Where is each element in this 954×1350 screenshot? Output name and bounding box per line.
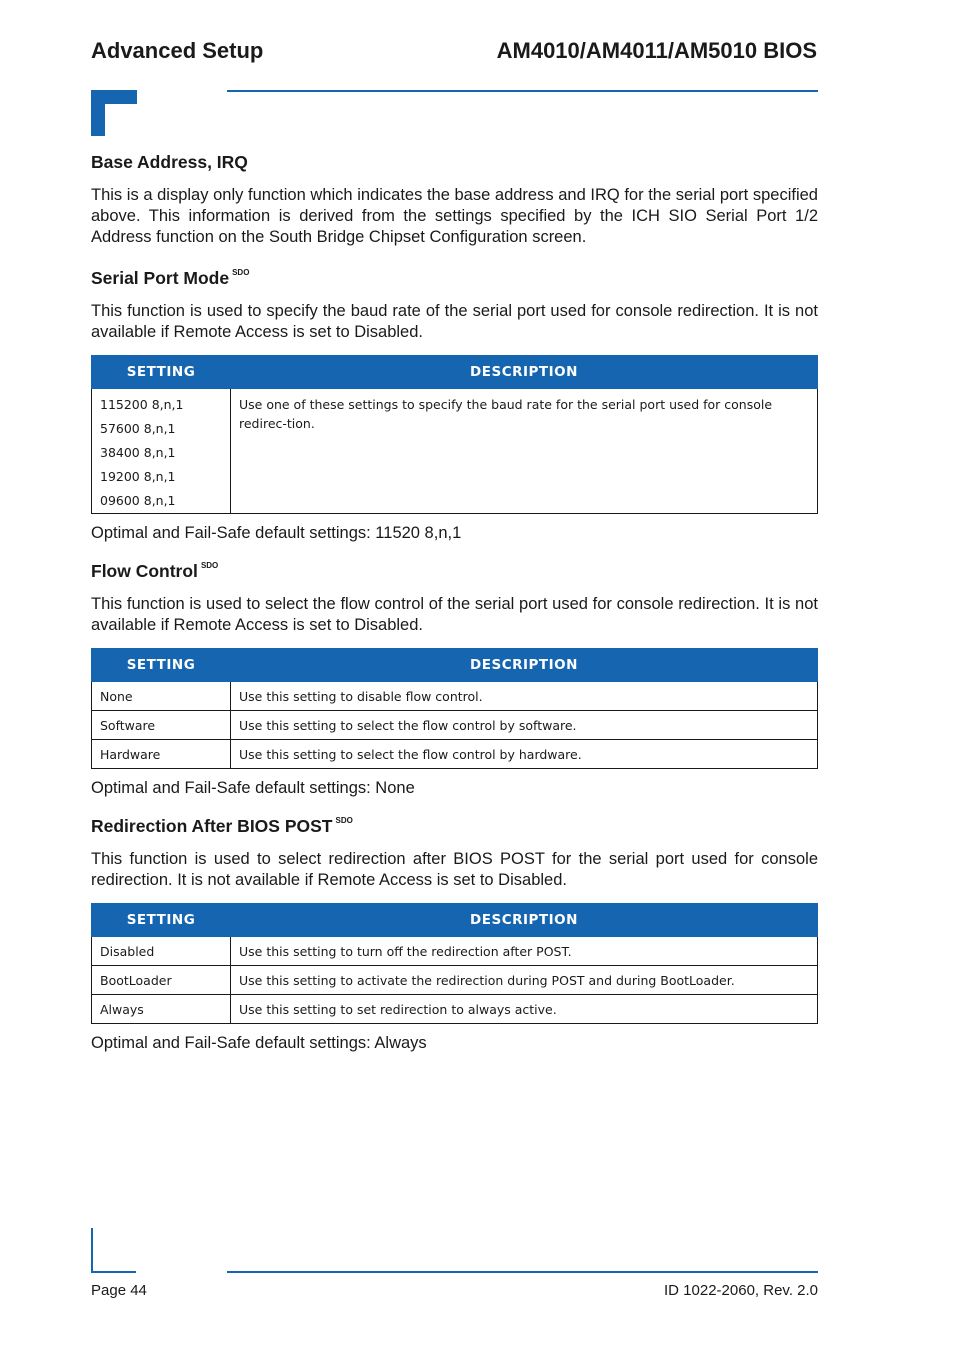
section-redirection-after-bios-post [91,816,818,1053]
column-header-setting: SETTING [92,356,231,389]
table-header-row [92,904,818,937]
section-base-address [91,152,818,248]
section-body: This function is used to specify the baud rate of the serial port used for console redirection. It is not available if Remote Access is set to Disabled. [91,302,818,341]
header-section-title: Advanced Setup [91,38,264,63]
description-cell: Use this setting to disable flow control. [231,682,818,711]
column-header-description: DESCRIPTION [231,904,818,937]
footer-corner-mark-horizontal [91,1271,136,1273]
description-cell: Use this setting to set redirection to always active. [231,995,818,1024]
setting-value: 09600 8,n,1 [100,493,176,508]
setting-value: 19200 8,n,1 [100,469,176,484]
setting-value: 57600 8,n,1 [100,421,176,436]
serial-port-mode-table [91,355,818,514]
setting-cell: Disabled [92,937,231,966]
table-row [92,937,818,966]
sdo-superscript: SDO [200,561,219,570]
setting-value: 115200 8,n,1 [100,397,184,412]
setting-value: 38400 8,n,1 [100,445,176,460]
header-rule [227,90,818,92]
setting-cell: Hardware [92,740,231,769]
description-cell: Use this setting to turn off the redirection after POST. [231,937,818,966]
setting-cell: BootLoader [92,966,231,995]
document-id: ID 1022-2060, Rev. 2.0 [664,1282,818,1299]
table-row [92,995,818,1024]
section-title: Base Address, IRQ [91,152,248,172]
description-cell: Use this setting to activate the redirection during POST and during BootLoader. [231,966,818,995]
table-row [92,711,818,740]
description-cell: Use this setting to select the flow control by software. [231,711,818,740]
default-settings: Optimal and Fail-Safe default settings: None [91,779,415,797]
section-flow-control [91,561,818,798]
table-header-row [92,356,818,389]
default-settings: Optimal and Fail-Safe default settings: 11520 8,n,1 [91,524,462,542]
header-document-title: AM4010/AM4011/AM5010 BIOS [496,38,817,63]
sdo-superscript: SDO [335,816,353,825]
description-cell: Use this setting to select the flow control by hardware. [231,740,818,769]
section-body: This is a display only function which indicates the base address and IRQ for the serial port specified above. This information is derived from the settings specified by the ICH SIO Serial Port 1/2 Address function on the South Bridge Chipset Configuration screen. [91,186,818,246]
default-settings: Optimal and Fail-Safe default settings: Always [91,1034,427,1052]
redirection-table [91,903,818,1024]
section-title: Serial Port Mode $^{SDO}$ [91,268,250,288]
table-row [92,682,818,711]
footer-rule [227,1271,818,1273]
column-header-description: DESCRIPTION [231,649,818,682]
section-title: Flow Control $^{SDO}$ [91,561,219,581]
table-row [92,389,818,514]
setting-cell [92,389,231,514]
section-body: This function is used to select the flow control of the serial port used for console redirection. It is not available if Remote Access is set to Disabled. [91,595,818,634]
footer-corner-mark [91,1228,93,1273]
table-header-row [92,649,818,682]
sdo-superscript: SDO [232,268,250,277]
page-content [91,152,818,1071]
table-row [92,966,818,995]
description-cell: Use one of these settings to specify the baud rate for the serial port used for console redirec-tion. [231,389,818,514]
setting-cell: None [92,682,231,711]
setting-cell: Always [92,995,231,1024]
column-header-description: DESCRIPTION [231,356,818,389]
column-header-setting: SETTING [92,904,231,937]
table-row [92,740,818,769]
section-body: This function is used to select redirection after BIOS POST for the serial port used for console redirection. It is not available if Remote Access is set to Disabled. [91,850,818,889]
setting-cell: Software [92,711,231,740]
column-header-setting: SETTING [92,649,231,682]
page-number: Page 44 [91,1282,147,1299]
header-corner-mark-horizontal [91,90,137,104]
section-serial-port-mode [91,268,818,543]
section-title: Redirection After BIOS POST $^{SDO}$ [91,816,353,836]
flow-control-table [91,648,818,769]
